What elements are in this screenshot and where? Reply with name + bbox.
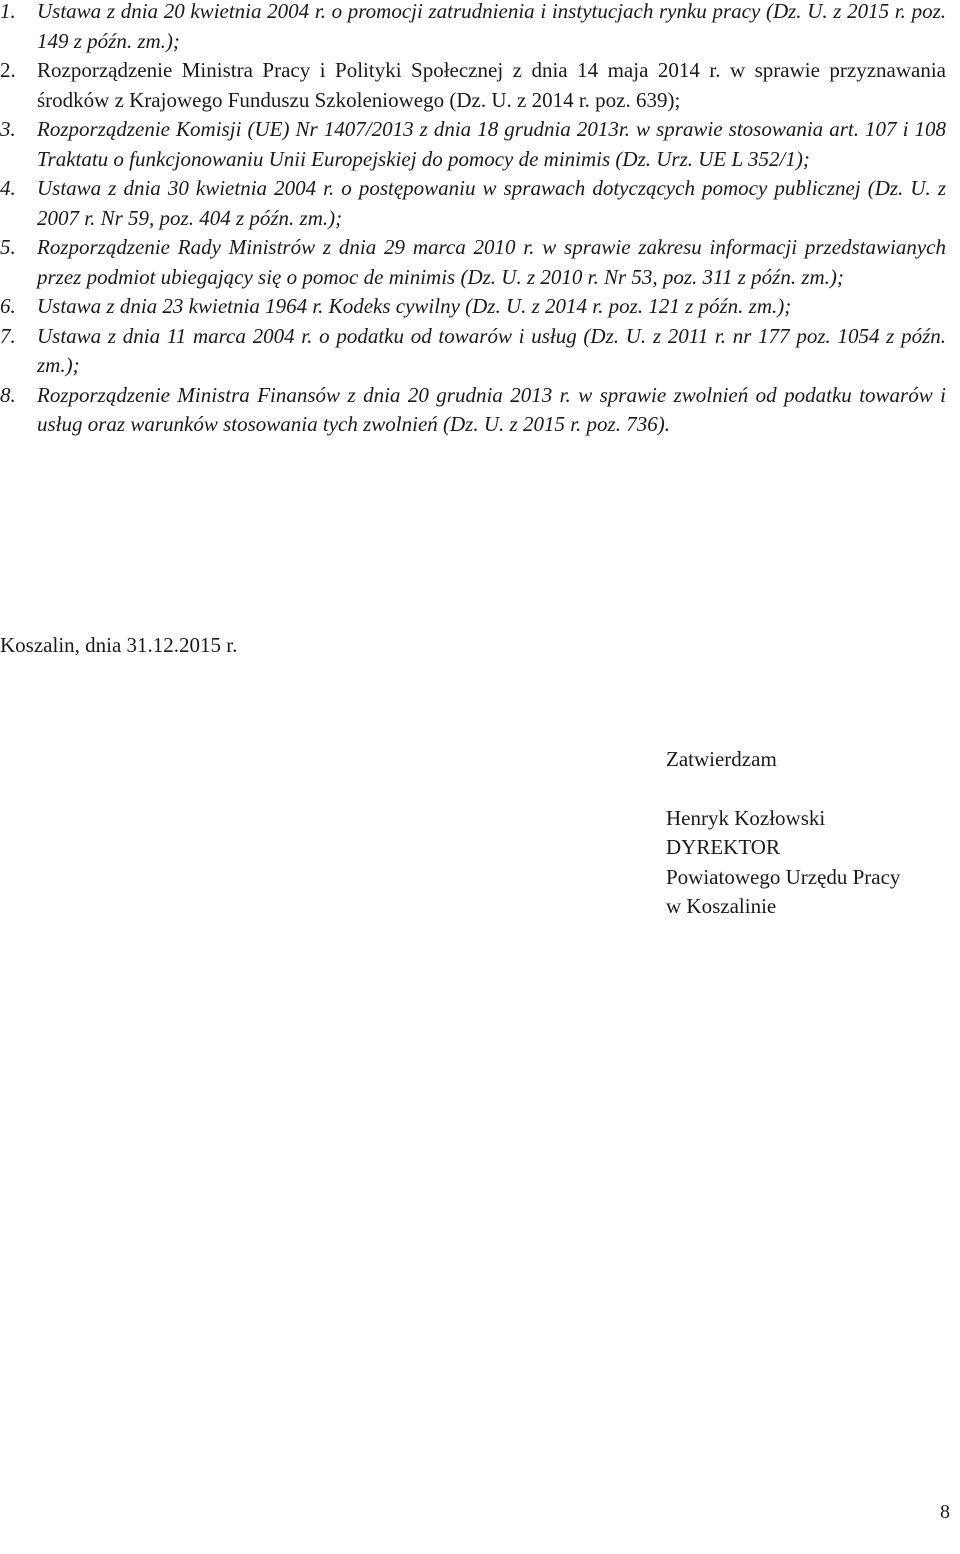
item-number: 6. [0,294,16,318]
approval-block [666,745,956,922]
item-text: Ustawa z dnia 11 marca 2004 r. o podatku od towarów i usług (Dz. U. z 2011 r. nr 177 poz. 1054 z późn. zm.); [37,323,946,377]
signatory-office-line-1: Powiatowego Urzędu Pracy [666,864,901,889]
signatory-title: DYREKTOR [666,835,780,859]
legal-basis-item-4 [0,174,946,233]
approval-label: Zatwierdzam [666,747,777,771]
page-number: 8 [940,1501,950,1523]
legal-basis-list [0,0,946,440]
item-number: 3. [0,117,16,141]
legal-basis-item-6 [0,292,946,322]
signatory-name: Henryk Kozłowski [666,805,826,830]
item-number: 1. [0,0,16,23]
item-text: Ustawa z dnia 23 kwietnia 1964 r. Kodeks cywilny (Dz. U. z 2014 r. poz. 121 z późn. zm.); [37,294,792,318]
legal-basis-item-1 [0,0,946,56]
item-text: Rozporządzenie Komisji (UE) Nr 1407/2013 z dnia 18 grudnia 2013r. w sprawie stosowania art. 107 i 108 Traktatu o funkcjonowaniu Unii Europejskiej do pomocy de minimis (Dz. Urz. UE L 352/1); [37,117,946,171]
legal-basis-item-7 [0,322,946,381]
item-text: Rozporządzenie Ministra Finansów z dnia 20 grudnia 2013 r. w sprawie zwolnień od podatku towarów i usług oraz warunków stosowania tych zwolnień (Dz. U. z 2015 r. poz. 736). [37,382,946,436]
legal-basis-item-2 [0,56,946,115]
legal-basis-item-8 [0,381,946,440]
item-text: Rozporządzenie Rady Ministrów z dnia 29 marca 2010 r. w sprawie zakresu informacji przedstawianych przez podmiot ubiegający się o pomoc de minimis (Dz. U. z 2010 r. Nr 53, poz. 311 z późn. zm.); [37,235,946,289]
item-number: 8. [0,382,16,407]
item-number: 4. [0,176,16,200]
legal-basis-item-5 [0,233,946,292]
legal-basis-item-3 [0,115,946,174]
item-number: 2. [0,58,16,82]
item-text: Ustawa z dnia 30 kwietnia 2004 r. o postępowaniu w sprawach dotyczących pomocy publicznej (Dz. U. z 2007 r. Nr 59, poz. 404 z późn. zm.); [37,176,946,230]
item-number: 5. [0,235,16,259]
place-and-date: Koszalin, dnia 31.12.2015 r. [0,633,238,657]
item-text: Rozporządzenie Ministra Pracy i Polityki Społecznej z dnia 14 maja 2014 r. w sprawie przyznawania środków z Krajowego Funduszu Szkoleniowego (Dz. U. z 2014 r. poz. 639); [37,58,946,112]
item-number: 7. [0,323,16,348]
item-text: Ustawa z dnia 20 kwietnia 2004 r. o promocji zatrudnienia i instytucjach rynku pracy (Dz. U. z 2015 r. poz. 149 z późn. zm.); [37,0,946,53]
signatory-office-line-2: w Koszalinie [666,894,777,918]
